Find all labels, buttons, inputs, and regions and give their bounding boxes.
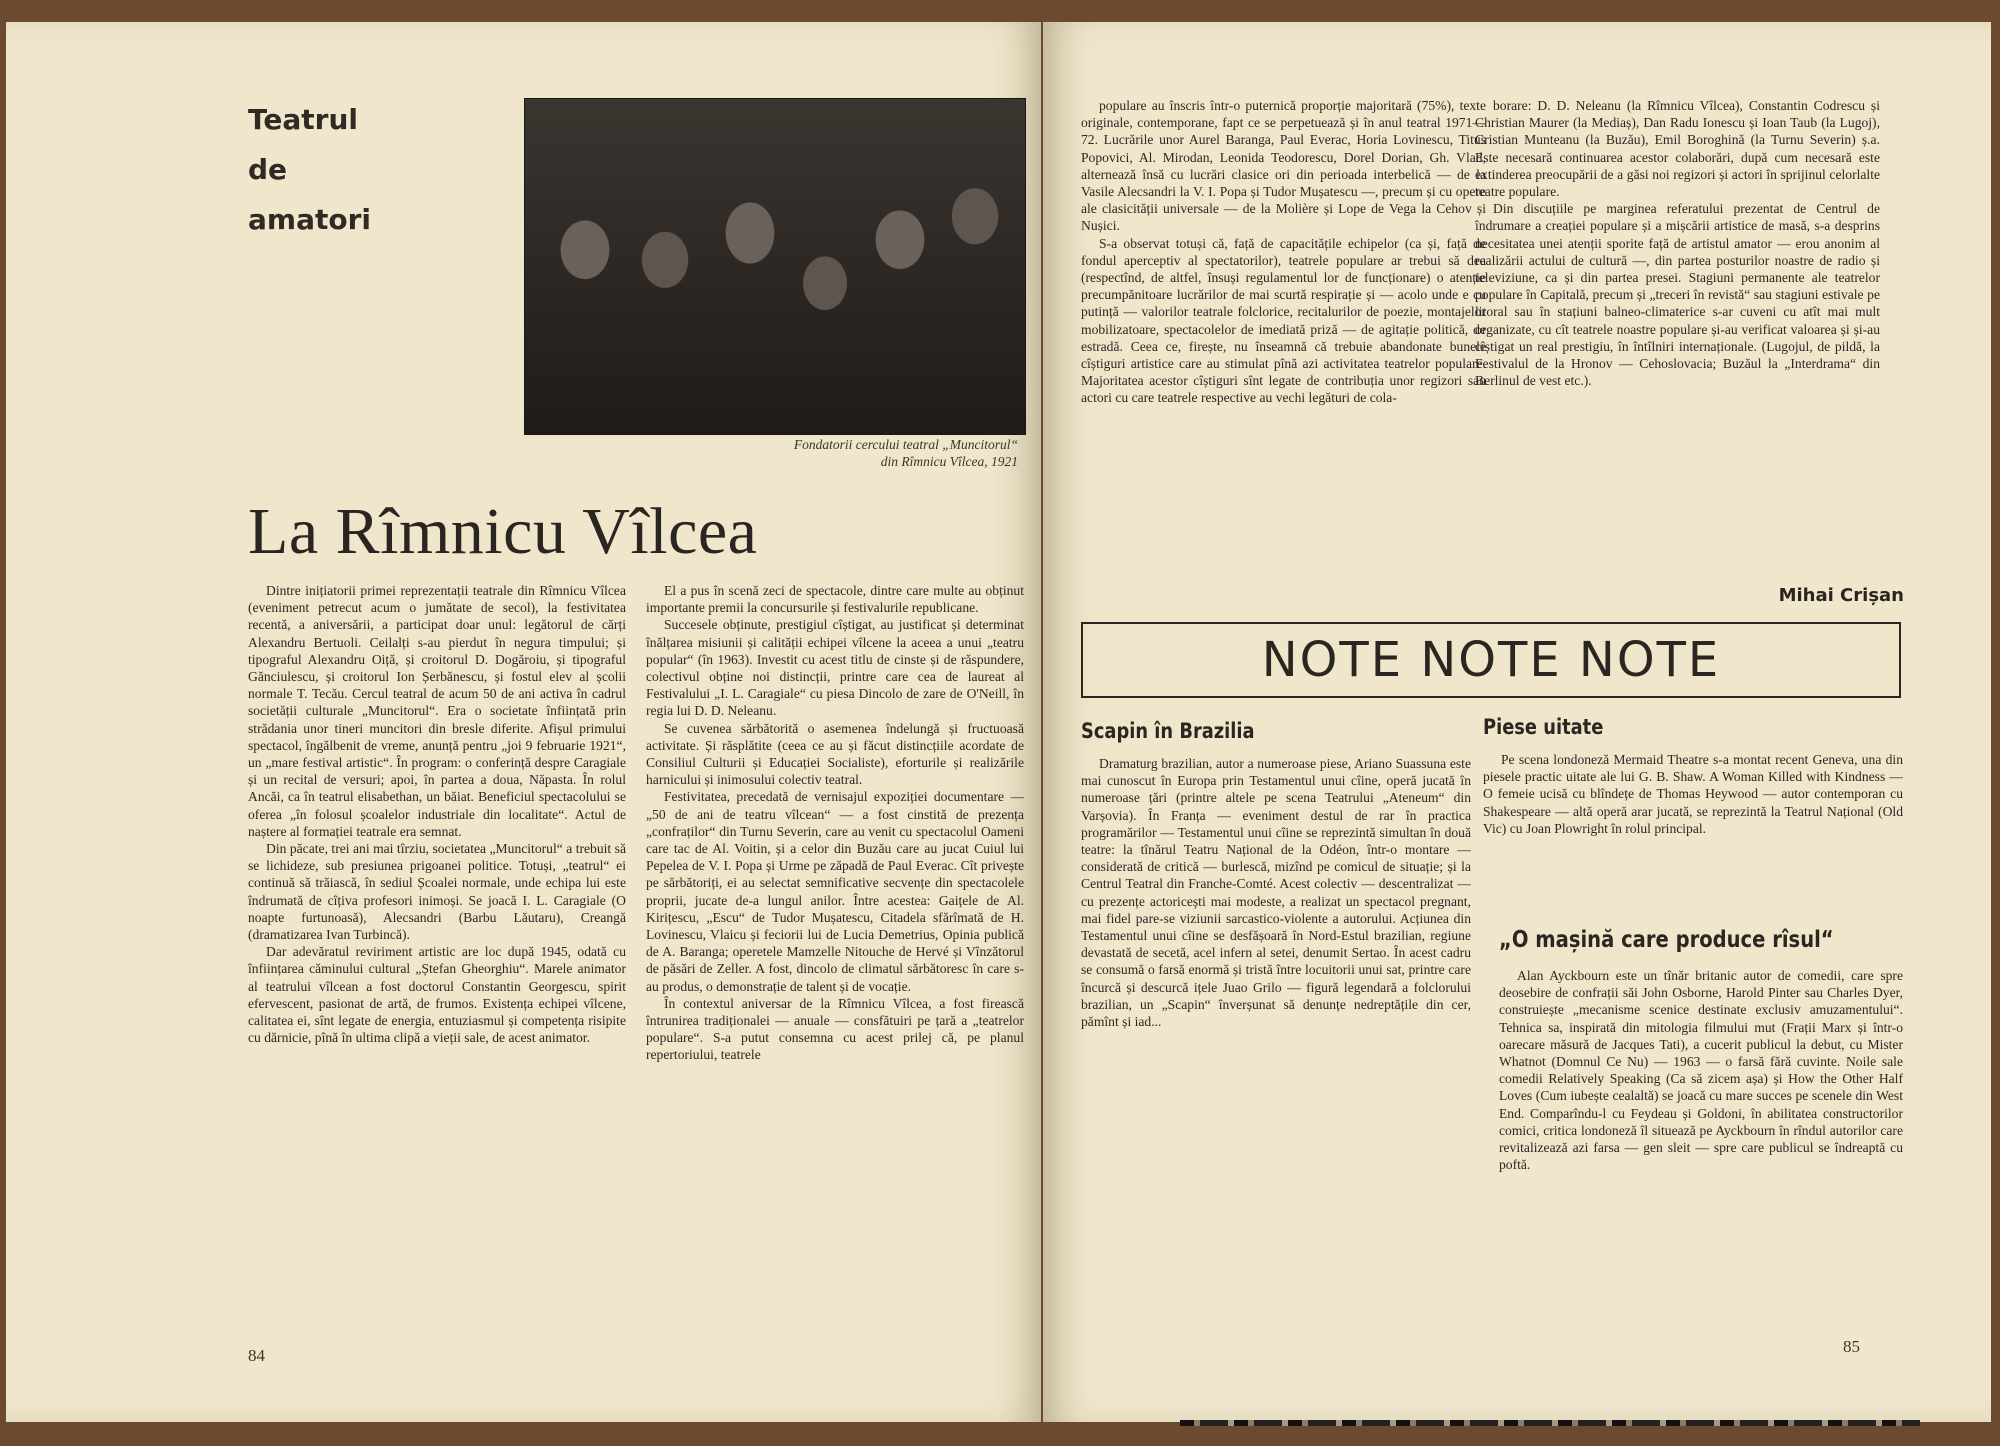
note-title: Scapin în Brazilia	[1081, 719, 1255, 743]
paragraph: borare: D. D. Neleanu (la Rîmnicu Vîlcea), Constantin Codrescu și Christian Maurer (la Mediaș), Dan Radu Ionescu și Ioan Taub (la Lugoj), Cristian Munteanu (la Buzău), Emil Boroghină (la Turnu Severin) ș.a. Este necesară continuarea acestor colaborări, după cum necesară este extinderea preocupării de a găsi noi regizori și actori în sprijinul celorlalte teatre populare.	[1475, 98, 1880, 200]
note-title: Piese uitate	[1483, 715, 1604, 739]
paragraph: Dintre inițiatorii primei reprezentații teatrale din Rîmnicu Vîlcea (eveniment petrecut acum o jumătate de secol), la festivitatea recentă, a aniversării, a participat doar unul: legătorul de cărți Alexandru Bertuoli. Ceilalți s-au pierdut în negura timpului; și tipograful Alexandru Oiță, și croitorul D. Dogăroiu, și tipograful Gănciulescu, și croitorul Ion Șerbănescu, și fostul elev al școlii normale T. Tecău. Cercul teatral de acum 50 de ani activa în cadrul societății culturale „Muncitorul“. Era o societate înființată prin strădania unor tineri muncitori din bresle diferite. Afișul primului spectacol, îngălbenit de vreme, anunță pentru „joi 9 februarie 1921“, un „mare festival artistic“. În program: o conferință despre Caragiale și un recital de versuri; apoi, în partea a doua, Năpasta. În rolul Ancăi, ca în teatrul elisabethan, un băiat. Beneficiul spectacolului se oferea „în folosul școalelor industriale din localitate“. Actul de naștere al formației teatrale era semnat.	[248, 583, 626, 839]
paragraph: Dramaturg brazilian, autor a numeroase piese, Ariano Suassuna este mai cunoscut în Europa prin Testamentul unui cîine, operă jucată în numeroase țări (printre altele pe scena Teatrului „Ateneum“ din Varșovia). În Franța — eveniment destul de rar în practica programărilor — Testamentul unui cîine se reprezintă simultan în două teatre: la tînărul Teatru Național de la Odéon, într-o montare — considerată de critică — burlescă, mizînd pe comicul de situație; și la Centrul Teatral din Franche-Comté. Acest colectiv — descentralizat — cu prezențe actoricești mai modeste, a realizat un spectacol pregnant, mai fidel pare-se viziunii sarcastico-violente a autorului. Acțiunea din Testamentul unui cîine se desfășoară în Nord-Estul brazilian, regiune devastată de secetă, acel infern al setei, denumit Sertao. În acest cadru se consumă o farsă enormă și tristă între locuitorii unui sat, printre care încurcă și descurcă ițele Juao Grilo — figură legendară a folclorului brazilian, un „Scapin“ înverșunat să denunțe nedreptățile din cer, pămînt și iad...	[1081, 756, 1471, 1030]
note-body	[1499, 967, 1903, 1319]
notes-banner: NOTE NOTE NOTE	[1081, 622, 1901, 698]
article-continuation-column-2	[1475, 97, 1880, 592]
paragraph: Se cuvenea sărbătorită o asemenea îndelungă și fructuoasă activitate. Și răsplătite (ceea ce au și făcut distincțiile acordate de Consiliul Culturii și Educației Socialiste), eforturile și realizările harnicului și inimosului colectiv teatral.	[646, 720, 1024, 788]
note-scapin	[1081, 719, 1471, 1335]
binding-strip	[1180, 1420, 1920, 1426]
paragraph: În contextul aniversar de la Rîmnicu Vîlcea, a fost firească întrunirea tradiționalei — anuale — consfătuiri pe țară a „teatrelor populare“. S-a putut consemna cu acest prilej că, pe planul repertoriului, teatrele	[646, 995, 1024, 1063]
section-heading-line-1: Teatrul	[248, 103, 358, 136]
page-number: 84	[248, 1346, 265, 1365]
article-continuation-column-1	[1081, 97, 1486, 617]
photo-caption-line-1: Fondatorii cercului teatral „Muncitorul“	[793, 437, 1018, 452]
paragraph: Alan Ayckbourn este un tînăr britanic autor de comedii, care spre deosebire de confrații săi John Osborne, Harold Pinter sau Charles Dyer, construiește „mecanisme scenice destinate exclusiv amuzamentului“. Tehnica sa, inspirată din mitologia filmului mut (Frații Marx și într-o oarecare măsură de Jacques Tati), a cucerit publicul la debut, cu Mister Whatnot (Domnul Ce Nu) — 1963 — o farsă fără cuvinte. Noile sale comedii Relatively Speaking (Ca să zicem așa) și How the Other Half Loves (Cum iubește cealaltă) se joacă cu mare succes pe scenele din West End. Comparîndu-l cu Feydeau și Goldoni, în abilitatea constructorilor comici, critica londoneză îl situează pe Ayckbourn în rîndul autorilor care revitalizează azi farsa — gen sleit — spre care publicul se îndreaptă cu poftă.	[1499, 968, 1903, 1173]
left-page	[6, 22, 1041, 1422]
note-body	[1483, 751, 1903, 901]
article-column-2	[646, 582, 1024, 1327]
page-number: 85	[1843, 1337, 1860, 1356]
paragraph: Pe scena londoneză Mermaid Theatre s-a montat recent Geneva, una din piesele practic uitate ale lui G. B. Shaw. A Woman Killed with Kindness — O femeie ucisă cu blîndețe de Thomas Heywood — autor contemporan cu Shakespeare — altă operă arar jucată, se reprezintă la Teatrul Național (Old Vic) cu Joan Plowright în rolul principal.	[1483, 752, 1903, 836]
note-body	[1081, 755, 1471, 1335]
right-page	[1043, 22, 1991, 1422]
paragraph: S-a observat totuși că, față de capacitățile echipelor (ca și, față de fondul aperceptiv al spectatorilor), teatrele populare ar trebui să dea (respectînd, de altfel, însuși regulamentul lor de funcționare) o atenție precumpănitoare lucrărilor de mai scurtă respirație și — acolo unde e cu putință — valorilor teatrale folclorice, recitalurilor de poezie, montajelor mobilizatoare, spectacolelor de imediată priză — de agitație politică, de estradă. Ceea ce, firește, nu înseamnă că trebuie abandonate bunele cîștiguri artistice care au stimulat pînă azi activitatea teatrelor populare. Majoritatea acestor cîștiguri sînt legate de contribuția unor regizori sau actori cu care teatrele respective au vechi legături de cola-	[1081, 235, 1486, 406]
paragraph: Dar adevăratul reviriment artistic are loc după 1945, odată cu înființarea căminului cultural „Ștefan Gheorghiu“. Marele animator al teatrului vîlcean a fost doctorul Constantin Georgescu, spirit efervescent, pasionat de artă, de frumos. Existența echipei vîlcene, calitatea ei, sînt legate de energia, entuziasmul și competența risipite cu dărnicie, pînă în ultima clipă a vieții sale, de acest animator.	[248, 944, 626, 1046]
section-heading-line-3: amatori	[248, 203, 371, 236]
note-title: „O mașină care produce rîsul“	[1499, 927, 1834, 953]
article-column-1	[248, 582, 626, 1327]
paragraph: Din păcate, trei ani mai tîrziu, societatea „Muncitorul“ a trebuit să se lichideze, sub presiunea prigoanei politice. Totuși, „teatrul“ ei continuă să trăiască, în sediul Școalei normale, unde echipa lui este îndrumată de cîțiva profesori inimoși. Se joacă I. L. Caragiale (O noapte furtunoasă), Alecsandri (Barbu Lăutaru), Creangă (dramatizarea Ivan Turbincă).	[248, 841, 626, 943]
author-signature: Mihai Crișan	[1778, 585, 1904, 606]
section-heading-line-2: de	[248, 153, 288, 186]
paragraph: Festivitatea, precedată de vernisajul expoziției documentare — „50 de ani de teatru vîlcean“ — a fost cinstită de prezența „confraților“ din Turnu Severin, care au venit cu spectacolul Oameni care tac de Al. Voitin, și a celor din Buzău care au jucat Cuiul lui Pepelea de V. I. Popa și Urme pe zăpadă de Paul Everac. Cît privește pe sărbătoriți, ei au selectat semnificative secvențe din spectacolele proprii, jucate de-a lungul anilor. Între acestea: Gaițele de Al. Kirițescu, „Escu“ de Tudor Mușatescu, Citadela sfărîmată de H. Lovinescu, Vlaicu și feciorii lui de Lucia Demetrius, Opinia publică de A. Baranga; operetele Mamzelle Nitouche de Hervé și Vînzătorul de păsări de Zeller. A fost, dincolo de climatul sărbătoresc în care s-au produs, o demonstrație de talent și de vocație.	[646, 789, 1024, 994]
paragraph: El a pus în scenă zeci de spectacole, dintre care multe au obținut importante premii la concursurile și festivalurile republicane.	[646, 583, 1024, 616]
paragraph: populare au înscris într-o puternică proporție majoritară (75%), texte originale, contemporane, fapt ce se perpetuează și în anul teatral 1971—72. Lucrările unor Aurel Baranga, Paul Everac, Horia Lovinescu, Titus Popovici, Al. Mirodan, Leonida Teodorescu, Dorel Dorian, Gh. Vlad, alternează însă cu lucrări clasice ori din perioada interbelică — de la Vasile Alecsandri la V. I. Popa și Tudor Mușatescu —, precum și cu opere ale clasicității universale — de la Molière și Lope de Vega la Cehov și Nușici.	[1081, 98, 1486, 234]
section-heading	[248, 95, 371, 245]
photo-caption	[606, 436, 1018, 470]
group-photo	[524, 98, 1026, 435]
photo-caption-line-2: din Rîmnicu Vîlcea, 1921	[880, 454, 1018, 469]
paragraph: Din discuțiile pe marginea referatului prezentat de Centrul de îndrumare a creației populare și a mișcării artistice de masă, s-a desprins necesitatea unei atenții sporite față de artistul amator — erou anonim al realizării actului de cultură —, din partea posturilor noastre de radio și televiziune, ca și din partea presei. Stagiuni permanente ale teatrelor populare în Capitală, precum și „treceri în revistă“ sau stagiuni estivale pe litoral sau în stațiuni balneo-climaterice s-ar cuveni cu atît mai mult organizate, cu cît teatrele noastre populare și-au verificat valoarea și și-au cîștigat un real prestigiu, în întîlniri internaționale. (Lugojul, de pildă, la Festivalul de la Hronov — Cehoslovacia; Buzăul la „Interdrama“ din Berlinul de vest etc.).	[1475, 201, 1880, 389]
paragraph: Succesele obținute, prestigiul cîștigat, au justificat și determinat înălțarea misiunii și calității echipei vîlcene la aceea a unui „teatru popular“ (în 1963). Investit cu acest titlu de cinste și de răspundere, colectivul obține noi distincții, printre care cea de laureat al Festivalului „I. L. Caragiale“ cu piesa Dincolo de zare de O'Neill, în regia lui D. D. Neleanu.	[646, 617, 1024, 719]
note-masina	[1499, 927, 1903, 1319]
article-title: La Rîmnicu Vîlcea	[248, 495, 758, 568]
note-piese-uitate	[1483, 715, 1903, 901]
